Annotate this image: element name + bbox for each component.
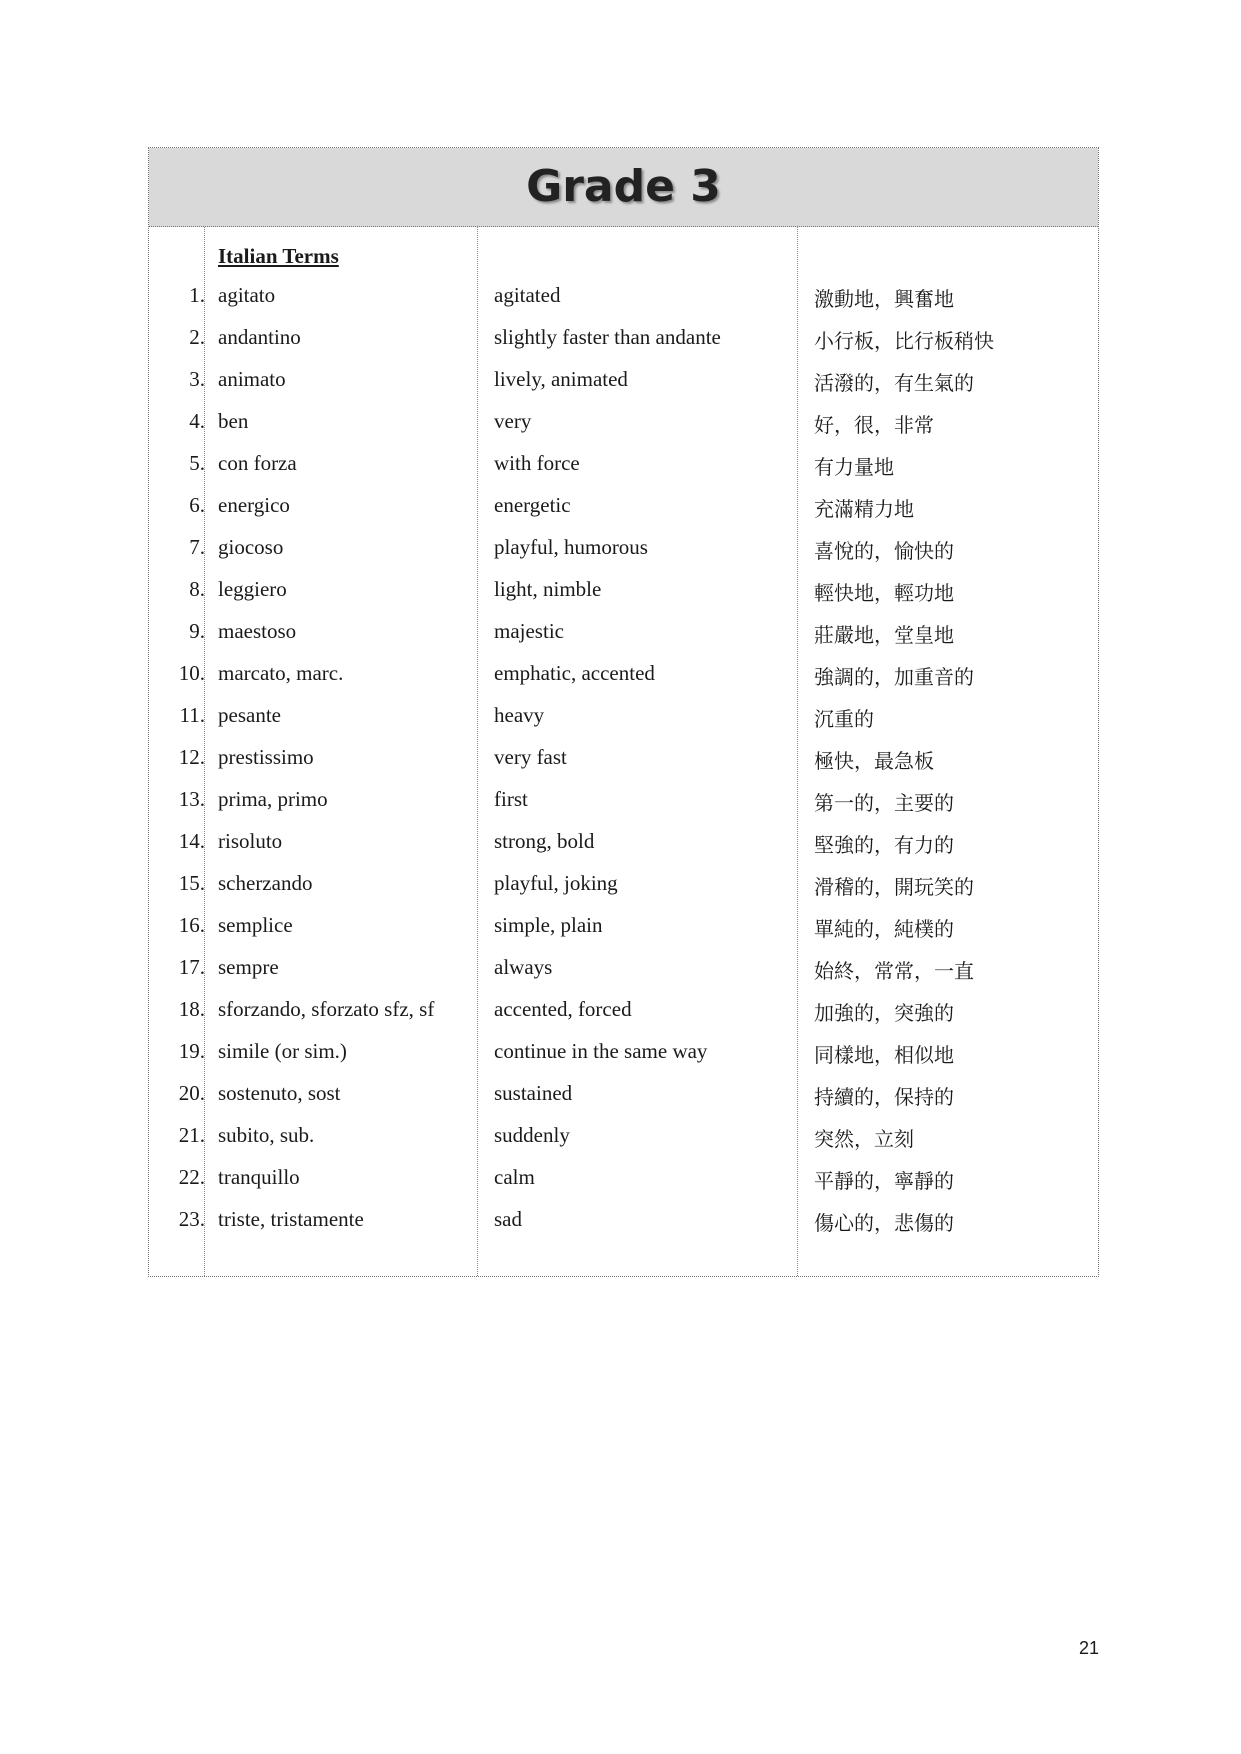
italian-term: sempre <box>218 955 279 979</box>
chinese-meaning: 傷心的，悲傷的 <box>814 1211 954 1235</box>
italian-term: animato <box>218 367 286 391</box>
italian-term: semplice <box>218 913 293 937</box>
table-row <box>149 862 1098 904</box>
chinese-meaning: 沉重的 <box>814 707 874 731</box>
italian-term: tranquillo <box>218 1165 300 1189</box>
chinese-meaning: 單純的，純樸的 <box>814 917 954 941</box>
chinese-meaning: 喜悅的，愉快的 <box>814 539 954 563</box>
row-number: 20. <box>178 1081 205 1105</box>
chinese-meaning: 輕快地，輕功地 <box>814 581 954 605</box>
row-number: 18. <box>178 997 205 1021</box>
chinese-meaning: 堅強的，有力的 <box>814 833 954 857</box>
english-meaning: calm <box>494 1165 535 1189</box>
chinese-meaning: 激動地，興奮地 <box>814 287 954 311</box>
italian-term: simile (or sim.) <box>218 1039 347 1063</box>
italian-term: sostenuto, sost <box>218 1081 341 1105</box>
row-number: 4. <box>189 409 205 433</box>
table-row <box>149 904 1098 946</box>
row-number: 12. <box>178 745 205 769</box>
chinese-meaning: 強調的，加重音的 <box>814 665 974 689</box>
chinese-meaning: 有力量地 <box>814 455 894 479</box>
italian-term: ben <box>218 409 249 433</box>
italian-term: triste, tristamente <box>218 1207 364 1231</box>
row-number: 23. <box>178 1207 205 1231</box>
italian-term: risoluto <box>218 829 283 853</box>
english-meaning: very fast <box>494 745 567 769</box>
chinese-meaning: 好，很，非常 <box>814 413 934 437</box>
english-meaning: majestic <box>494 619 564 643</box>
page-number: 21 <box>1079 1638 1100 1658</box>
english-meaning: continue in the same way <box>494 1039 708 1063</box>
italian-term: agitato <box>218 283 276 307</box>
english-meaning: sustained <box>494 1081 573 1105</box>
italian-term: andantino <box>218 325 301 349</box>
english-meaning: always <box>494 955 553 979</box>
row-number: 1. <box>189 283 205 307</box>
row-number: 2. <box>189 325 205 349</box>
italian-term: prima, primo <box>218 787 328 811</box>
chinese-meaning: 充滿精力地 <box>814 497 914 521</box>
chinese-meaning: 持續的，保持的 <box>814 1085 954 1109</box>
table-row <box>149 400 1098 442</box>
table-row <box>149 442 1098 484</box>
row-number: 9. <box>189 619 205 643</box>
column-header-italian-terms: Italian Terms <box>218 244 339 268</box>
row-number: 6. <box>189 493 205 517</box>
table-row <box>149 1030 1098 1072</box>
row-number: 21. <box>178 1123 205 1147</box>
english-meaning: lively, animated <box>494 367 628 391</box>
term-list <box>149 274 1098 1240</box>
italian-term: energico <box>218 493 290 517</box>
chinese-meaning: 突然，立刻 <box>814 1127 914 1151</box>
english-meaning: light, nimble <box>494 577 602 601</box>
row-number: 3. <box>189 367 205 391</box>
table-row <box>149 1114 1098 1156</box>
english-meaning: sad <box>494 1207 522 1231</box>
title-band <box>149 148 1098 227</box>
table-row <box>149 610 1098 652</box>
italian-term: scherzando <box>218 871 313 895</box>
table-row <box>149 694 1098 736</box>
italian-term: marcato, marc. <box>218 661 344 685</box>
table-row <box>149 946 1098 988</box>
chinese-meaning: 同樣地，相似地 <box>814 1043 954 1067</box>
english-meaning: suddenly <box>494 1123 570 1147</box>
row-number: 14. <box>178 829 205 853</box>
table-row <box>149 652 1098 694</box>
chinese-meaning: 莊嚴地，堂皇地 <box>814 623 954 647</box>
chinese-meaning: 極快，最急板 <box>814 749 934 773</box>
chinese-meaning: 平靜的，寧靜的 <box>814 1169 954 1193</box>
table-row <box>149 568 1098 610</box>
english-meaning: playful, joking <box>494 871 618 895</box>
table-row <box>149 988 1098 1030</box>
italian-term: subito, sub. <box>218 1123 315 1147</box>
chinese-meaning: 滑稽的，開玩笑的 <box>814 875 974 899</box>
page-title: Grade 3 <box>526 161 721 212</box>
table-row <box>149 358 1098 400</box>
english-meaning: simple, plain <box>494 913 603 937</box>
row-number: 11. <box>179 703 205 727</box>
table-row <box>149 1156 1098 1198</box>
row-number: 22. <box>178 1165 205 1189</box>
chinese-meaning: 始終，常常，一直 <box>814 959 974 983</box>
italian-term: sforzando, sforzato sfz, sf <box>218 997 435 1021</box>
table-row <box>149 274 1098 316</box>
english-meaning: strong, bold <box>494 829 595 853</box>
row-number: 15. <box>178 871 205 895</box>
italian-term: maestoso <box>218 619 297 643</box>
chinese-meaning: 加強的，突強的 <box>814 1001 954 1025</box>
italian-term: leggiero <box>218 577 287 601</box>
english-meaning: slightly faster than andante <box>494 325 721 349</box>
row-number: 8. <box>189 577 205 601</box>
english-meaning: very <box>494 409 532 433</box>
terms-table <box>148 147 1099 1277</box>
chinese-meaning: 小行板，比行板稍快 <box>814 329 994 353</box>
table-row <box>149 778 1098 820</box>
italian-term: prestissimo <box>218 745 314 769</box>
english-meaning: emphatic, accented <box>494 661 655 685</box>
row-number: 5. <box>189 451 205 475</box>
row-number: 16. <box>178 913 205 937</box>
row-number: 17. <box>178 955 205 979</box>
table-row <box>149 820 1098 862</box>
english-meaning: accented, forced <box>494 997 632 1021</box>
italian-term: giocoso <box>218 535 284 559</box>
table-row <box>149 484 1098 526</box>
table-row <box>149 736 1098 778</box>
english-meaning: playful, humorous <box>494 535 648 559</box>
row-number: 7. <box>189 535 205 559</box>
chinese-meaning: 第一的，主要的 <box>814 791 954 815</box>
row-number: 19. <box>178 1039 205 1063</box>
row-number: 13. <box>178 787 205 811</box>
english-meaning: energetic <box>494 493 571 517</box>
table-row <box>149 1198 1098 1240</box>
english-meaning: first <box>494 787 528 811</box>
row-number: 10. <box>178 661 205 685</box>
english-meaning: with force <box>494 451 580 475</box>
chinese-meaning: 活潑的，有生氣的 <box>814 371 974 395</box>
italian-term: pesante <box>218 703 281 727</box>
english-meaning: heavy <box>494 703 545 727</box>
english-meaning: agitated <box>494 283 561 307</box>
italian-term: con forza <box>218 451 297 475</box>
table-row <box>149 1072 1098 1114</box>
table-row <box>149 526 1098 568</box>
table-row <box>149 316 1098 358</box>
